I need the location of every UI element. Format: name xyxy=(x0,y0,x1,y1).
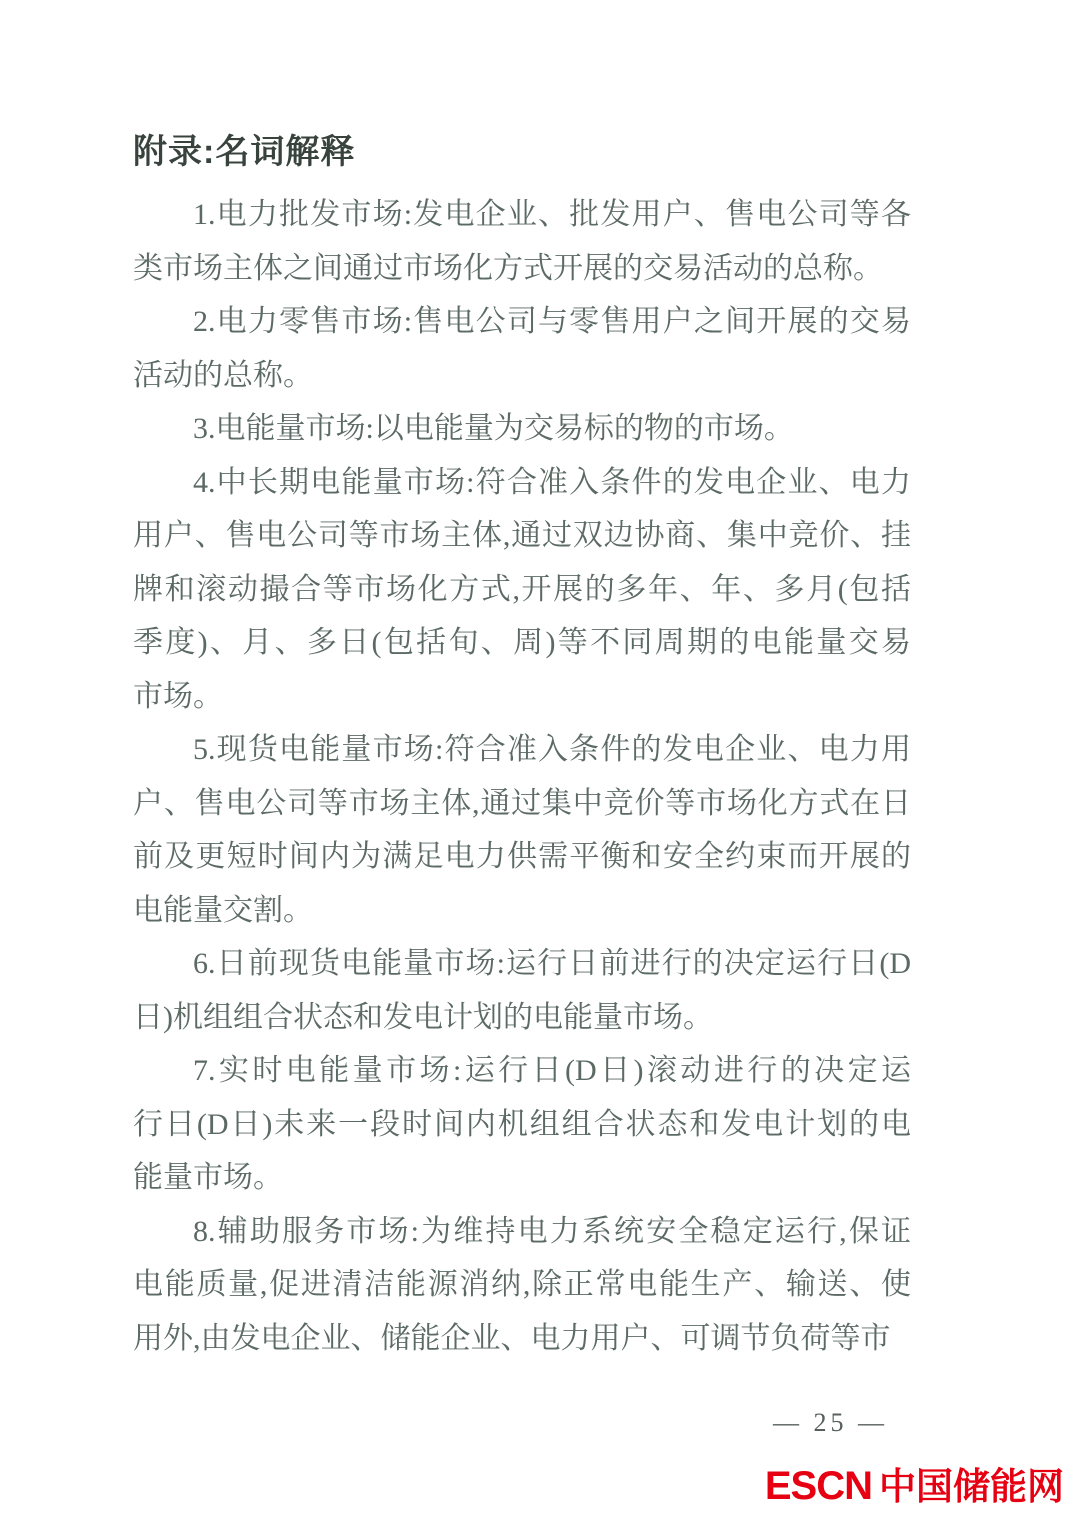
appendix-title: 附录:名词解释 xyxy=(133,133,356,171)
paragraph-line: 季度)、月、多日(包括旬、周)等不同周期的电能量交易 xyxy=(133,626,911,659)
paragraph-line: 3.电能量市场:以电能量为交易标的物的市场。 xyxy=(193,412,794,445)
glossary-paragraphs xyxy=(133,188,911,1365)
paragraph-line: 日)机组组合状态和发电计划的电能量市场。 xyxy=(133,1000,713,1034)
paragraph-line: 用户、售电公司等市场主体,通过双边协商、集中竞价、挂 xyxy=(133,519,911,552)
paragraph-line: 用外,由发电企业、储能企业、电力用户、可调节负荷等市 xyxy=(133,1321,891,1355)
paragraph-line: 类市场主体之间通过市场化方式开展的交易活动的总称。 xyxy=(133,251,883,285)
escn-logo-latin: ESCN xyxy=(764,1464,872,1508)
document-content xyxy=(133,128,911,1365)
paragraph-line: 1.电力批发市场:发电企业、批发用户、售电公司等各 xyxy=(193,198,911,231)
paragraph-line: 市场。 xyxy=(133,679,223,713)
paragraph-line: 7.实时电能量市场:运行日(D日)滚动进行的决定运 xyxy=(193,1054,911,1087)
paragraph-line: 行日(D日)未来一段时间内机组组合状态和发电计划的电 xyxy=(133,1107,911,1141)
paragraph-line: 能量市场。 xyxy=(133,1161,283,1194)
escn-watermark-logo xyxy=(765,1466,1064,1515)
paragraph-line: 电能质量,促进清洁能源消纳,除正常电能生产、输送、使 xyxy=(133,1268,911,1301)
paragraph-line: 户、售电公司等市场主体,通过集中竞价等市场化方式在日 xyxy=(133,786,911,820)
paragraph-line: 4.中长期电能量市场:符合准入条件的发电企业、电力 xyxy=(193,465,911,499)
paragraph-line: 电能量交割。 xyxy=(133,893,313,927)
paragraph-line: 牌和滚动撮合等市场化方式,开展的多年、年、多月(包括 xyxy=(133,572,911,606)
paragraph-line: 5.现货电能量市场:符合准入条件的发电企业、电力用 xyxy=(193,733,911,766)
paragraph-line: 前及更短时间内为满足电力供需平衡和安全约束而开展的 xyxy=(133,840,911,873)
paragraph-line: 活动的总称。 xyxy=(133,358,313,392)
escn-logo-chinese: 中国储能网 xyxy=(879,1466,1064,1507)
paragraph-line: 2.电力零售市场:售电公司与零售用户之间开展的交易 xyxy=(193,305,911,338)
paragraph-line: 6.日前现货电能量市场:运行日前进行的决定运行日(D xyxy=(193,947,911,980)
paragraph-line: 8.辅助服务市场:为维持电力系统安全稳定运行,保证 xyxy=(193,1214,911,1248)
page-number: — 25 — xyxy=(773,1408,888,1437)
